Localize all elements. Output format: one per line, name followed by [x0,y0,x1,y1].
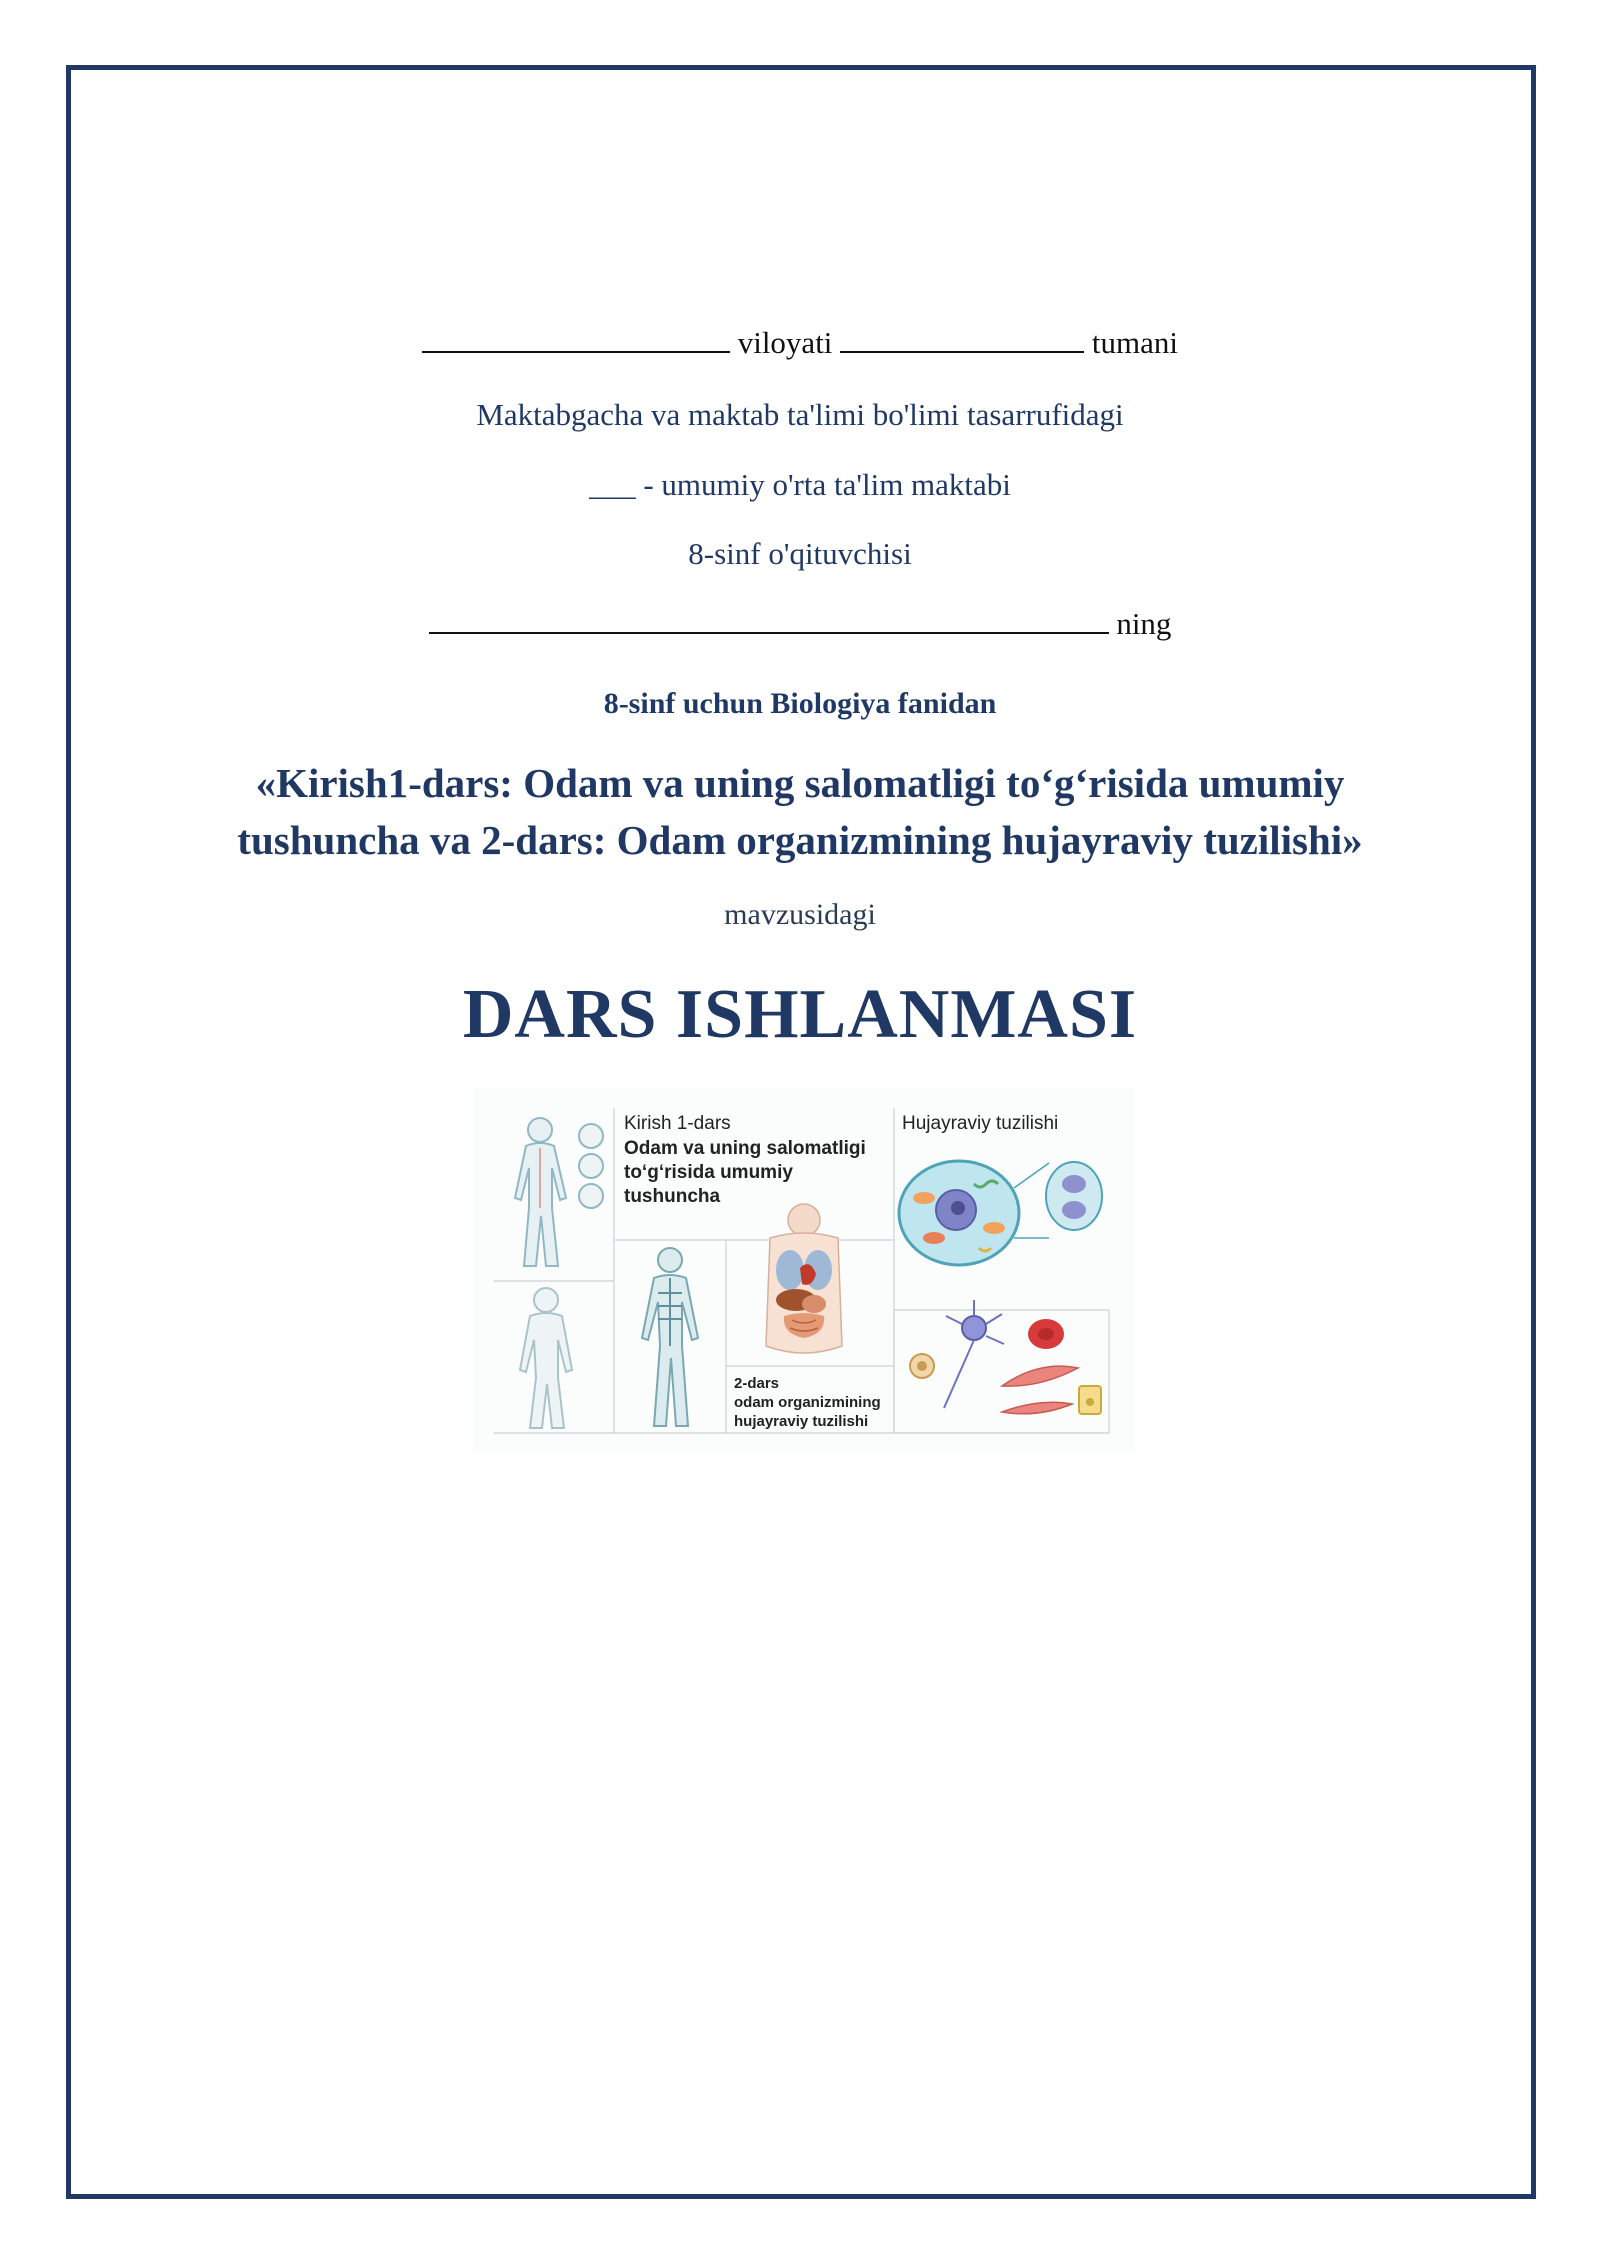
lesson1-title-line-1: Odam va uning salomatligi [624,1138,866,1159]
cell-panel-label: Hujayraviy tuzilishi [902,1113,1059,1134]
name-line [0,606,1600,642]
school-suffix: - umumiy o'rta ta'lim maktabi [643,467,1011,502]
department-line: Maktabgacha va maktab ta'limi bo'limi tasarrufidagi [476,397,1124,432]
topic-title-line-2: tushuncha va 2-dars: Odam organizmining hujayraviy tuzilishi» [237,817,1363,863]
school-line [0,467,1600,503]
document-title: DARS ISHLANMASI [462,976,1138,1053]
topic-suffix: mavzusidagi [724,898,876,931]
region-blank[interactable] [422,343,730,353]
topic-title [0,755,1600,869]
name-suffix: ning [1116,606,1172,641]
biology-illustration [474,1088,1134,1453]
lesson1-title-line-2: to‘g‘risida umumiy [624,1162,793,1183]
lesson1-label: Kirish 1-dars [624,1113,731,1134]
lesson2-title-line-2: hujayraviy tuzilishi [734,1413,869,1430]
lesson2-label: 2-dars [734,1375,780,1392]
topic-title-line-1: «Kirish1-dars: Odam va uning salomatligi to‘g‘risida umumiy [255,760,1345,806]
lesson2-title-line-1: odam organizmining [734,1394,881,1411]
district-blank[interactable] [840,343,1084,353]
school-number-blank[interactable]: ___ [589,467,636,502]
subject-line: 8-sinf uchun Biologiya fanidan [603,687,997,720]
lesson1-title-line-3: tushuncha [624,1186,721,1207]
region-suffix: viloyati [737,325,833,360]
teacher-name-blank[interactable] [429,624,1109,634]
region-district-line [0,325,1600,361]
teacher-line: 8-sinf o'qituvchisi [688,536,912,571]
district-suffix: tumani [1091,325,1179,360]
